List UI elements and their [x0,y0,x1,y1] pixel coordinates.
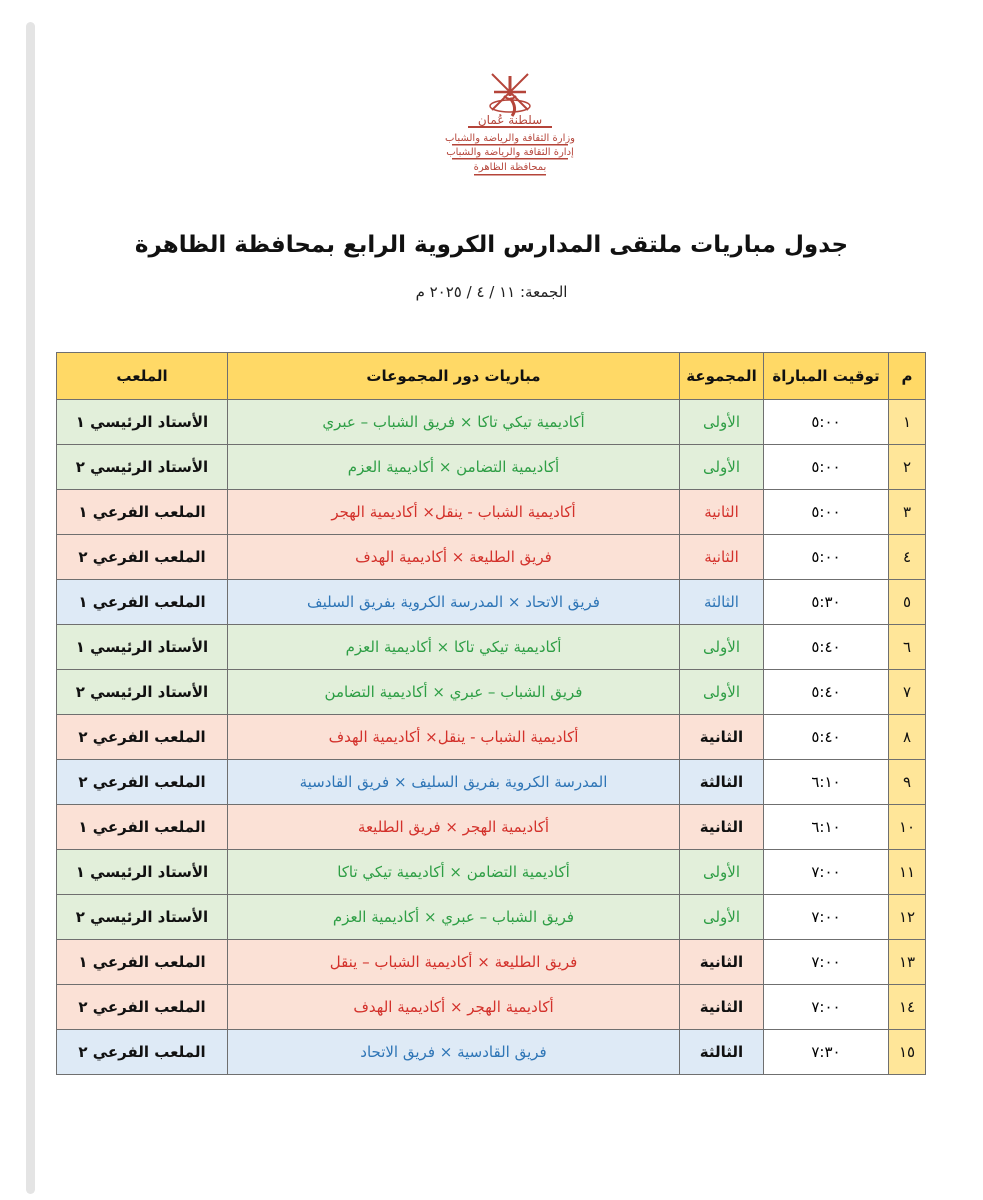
match-teams: أكاديمية الشباب - ينقل× أكاديمية الهجر [228,490,680,535]
table-row [57,445,926,490]
table-header-row [57,353,926,400]
match-venue: الملعب الفرعي ٢ [57,760,228,805]
match-group: الأولى [680,625,764,670]
match-number: ٨ [889,715,926,760]
match-venue: الملعب الفرعي ١ [57,580,228,625]
match-group: الثانية [680,535,764,580]
match-time: ٧:٣٠ [764,1030,889,1075]
match-venue: الأستاد الرئيسي ١ [57,625,228,670]
page-title: جدول مباريات ملتقى المدارس الكروية الرابع بمحافظة الظاهرة [134,232,849,258]
table-row [57,580,926,625]
match-number: ١١ [889,850,926,895]
match-venue: الأستاد الرئيسي ١ [57,400,228,445]
match-number: ٧ [889,670,926,715]
match-time: ٦:١٠ [764,805,889,850]
match-time: ٥:٤٠ [764,625,889,670]
match-number: ٥ [889,580,926,625]
match-number: ١٢ [889,895,926,940]
match-teams: فريق الشباب – عبري × أكاديمية التضامن [228,670,680,715]
match-time: ٥:٤٠ [764,670,889,715]
match-group: الأولى [680,400,764,445]
ministry-emblem [430,66,590,186]
match-time: ٧:٠٠ [764,850,889,895]
match-time: ٥:٠٠ [764,400,889,445]
match-time: ٥:٠٠ [764,490,889,535]
table-row [57,895,926,940]
table-row [57,985,926,1030]
table-row [57,625,926,670]
match-number: ١٠ [889,805,926,850]
match-teams: فريق الطليعة × أكاديمية الشباب – ينقل [228,940,680,985]
match-teams: أكاديمية تيكي تاكا × أكاديمية العزم [228,625,680,670]
match-venue: الملعب الفرعي ٢ [57,535,228,580]
match-venue: الأستاد الرئيسي ٢ [57,895,228,940]
match-venue: الملعب الفرعي ١ [57,940,228,985]
match-number: ٤ [889,535,926,580]
match-time: ٥:٤٠ [764,715,889,760]
match-venue: الأستاد الرئيسي ٢ [57,445,228,490]
match-teams: أكاديمية التضامن × أكاديمية تيكي تاكا [228,850,680,895]
match-group: الأولى [680,670,764,715]
match-time: ٧:٠٠ [764,940,889,985]
match-teams: فريق الاتحاد × المدرسة الكروية بفريق السليف [228,580,680,625]
match-group: الثانية [680,940,764,985]
table-row [57,850,926,895]
match-time: ٥:٣٠ [764,580,889,625]
table-row [57,805,926,850]
svg-text:سلطنة عُمان: سلطنة عُمان [477,113,543,127]
svg-text:بمحافظة الظاهرة: بمحافظة الظاهرة [473,162,547,173]
table-row [57,1030,926,1075]
match-teams: فريق القادسية × فريق الاتحاد [228,1030,680,1075]
match-date: الجمعة: ١١ / ٤ / ٢٠٢٥ م [415,283,568,301]
col-header-num: م [889,353,926,400]
match-number: ١ [889,400,926,445]
match-number: ٦ [889,625,926,670]
match-group: الأولى [680,850,764,895]
match-group: الثانية [680,715,764,760]
match-teams: أكاديمية تيكي تاكا × فريق الشباب – عبري [228,400,680,445]
match-group: الثالثة [680,580,764,625]
oman-khanjar-emblem-icon [430,66,590,186]
col-header-group: المجموعة [680,353,764,400]
match-group: الثانية [680,490,764,535]
match-teams: أكاديمية الشباب - ينقل× أكاديمية الهدف [228,715,680,760]
col-header-time: توقيت المباراة [764,353,889,400]
match-group: الثالثة [680,760,764,805]
match-teams: المدرسة الكروية بفريق السليف × فريق القادسية [228,760,680,805]
col-header-venue: الملعب [57,353,228,400]
table-row [57,490,926,535]
match-group: الثالثة [680,1030,764,1075]
table-row [57,535,926,580]
schedule-table [56,352,926,1075]
match-teams: فريق الشباب – عبري × أكاديمية العزم [228,895,680,940]
match-venue: الملعب الفرعي ٢ [57,715,228,760]
match-number: ١٣ [889,940,926,985]
svg-text:وزارة الثقافة والرياضة والشباب: وزارة الثقافة والرياضة والشباب [444,133,576,144]
table-row [57,670,926,715]
table-row [57,940,926,985]
svg-text:إدارة الثقافة والرياضة والشباب: إدارة الثقافة والرياضة والشباب [446,147,574,158]
match-venue: الأستاد الرئيسي ١ [57,850,228,895]
match-venue: الملعب الفرعي ١ [57,805,228,850]
match-group: الثانية [680,805,764,850]
match-group: الأولى [680,445,764,490]
match-venue: الأستاد الرئيسي ٢ [57,670,228,715]
match-venue: الملعب الفرعي ١ [57,490,228,535]
match-number: ١٥ [889,1030,926,1075]
match-number: ١٤ [889,985,926,1030]
match-teams: أكاديمية الهجر × أكاديمية الهدف [228,985,680,1030]
match-venue: الملعب الفرعي ٢ [57,1030,228,1075]
match-time: ٥:٠٠ [764,535,889,580]
match-teams: أكاديمية التضامن × أكاديمية العزم [228,445,680,490]
match-number: ٣ [889,490,926,535]
col-header-match: مباريات دور المجموعات [228,353,680,400]
match-teams: أكاديمية الهجر × فريق الطليعة [228,805,680,850]
match-number: ٩ [889,760,926,805]
table-row [57,400,926,445]
table-row [57,715,926,760]
match-group: الثانية [680,985,764,1030]
match-group: الأولى [680,895,764,940]
match-time: ٥:٠٠ [764,445,889,490]
scrollbar[interactable] [26,22,35,1194]
match-number: ٢ [889,445,926,490]
match-teams: فريق الطليعة × أكاديمية الهدف [228,535,680,580]
match-time: ٧:٠٠ [764,985,889,1030]
match-time: ٦:١٠ [764,760,889,805]
table-row [57,760,926,805]
match-venue: الملعب الفرعي ٢ [57,985,228,1030]
match-time: ٧:٠٠ [764,895,889,940]
